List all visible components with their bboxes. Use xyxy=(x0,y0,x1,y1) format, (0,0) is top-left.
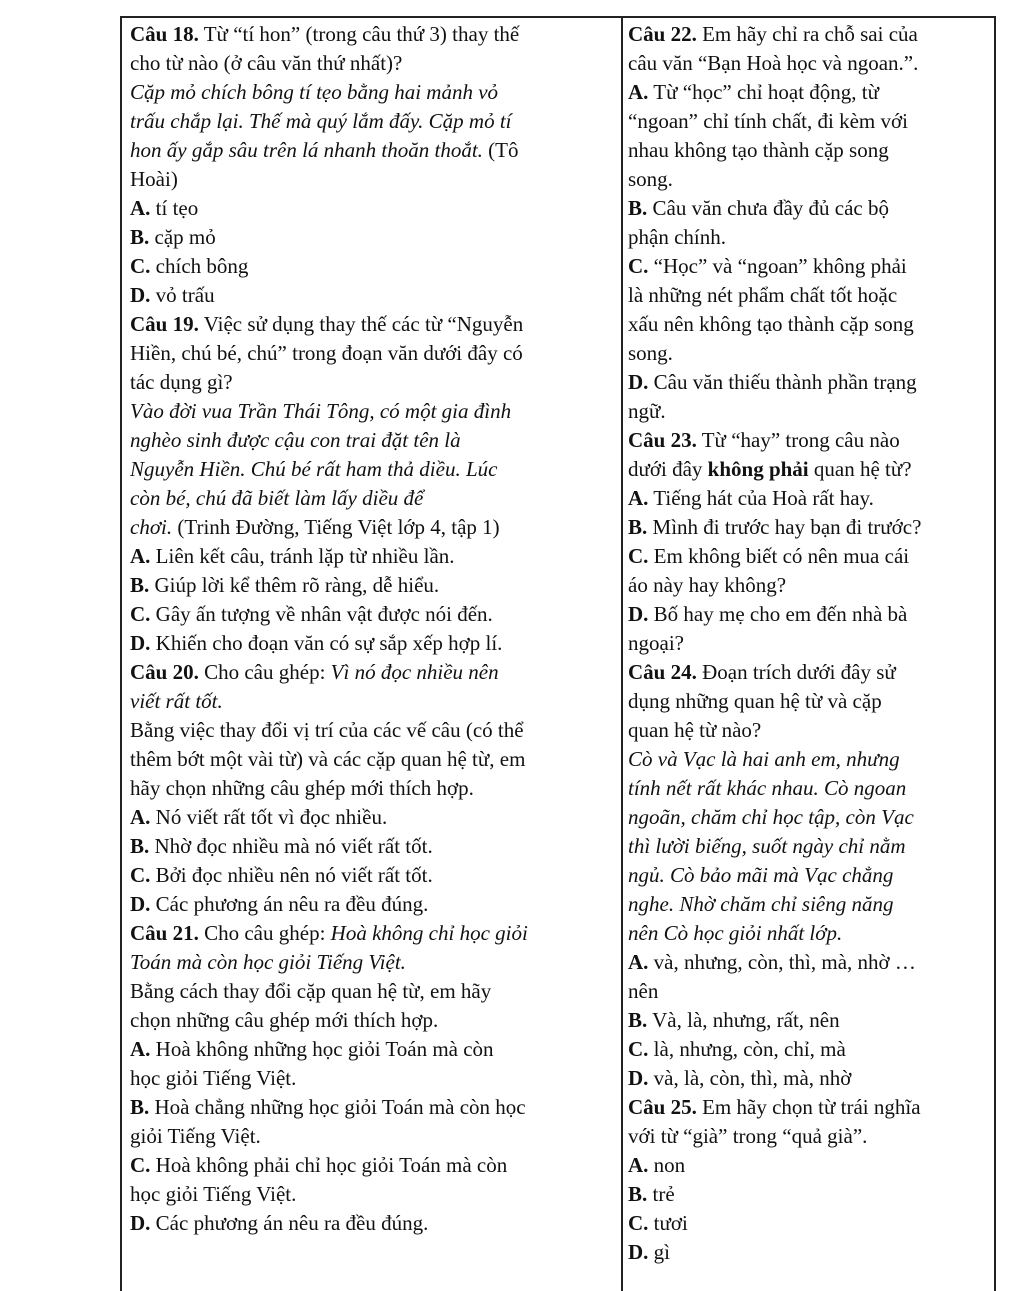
text-line xyxy=(130,629,614,658)
body-text: Bằng việc thay đổi vị trí của các vế câu (có thể xyxy=(130,718,524,742)
text-line xyxy=(628,571,992,600)
text-line xyxy=(130,223,614,252)
label-text: Câu 18. xyxy=(130,22,199,46)
text-line xyxy=(130,1209,614,1238)
italic-text: ngoãn, chăm chỉ học tập, còn Vạc xyxy=(628,805,914,829)
body-text: Khiến cho đoạn văn có sự sắp xếp hợp lí. xyxy=(150,631,503,655)
italic-text: tính nết rất khác nhau. Cò ngoan xyxy=(628,776,907,800)
text-line xyxy=(628,1064,992,1093)
text-line xyxy=(130,310,614,339)
body-text: câu văn “Bạn Hoà học và ngoan.”. xyxy=(628,51,919,75)
text-line xyxy=(130,165,614,194)
italic-text: viết rất tốt. xyxy=(130,689,223,713)
text-line xyxy=(130,832,614,861)
label-text: C. xyxy=(628,1211,649,1235)
text-line xyxy=(130,1180,614,1209)
italic-text: chơi. xyxy=(130,515,173,539)
text-line xyxy=(130,687,614,716)
text-line xyxy=(628,890,992,919)
body-text: non xyxy=(648,1153,686,1177)
text-line xyxy=(628,542,992,571)
body-text: Câu văn thiếu thành phần trạng xyxy=(648,370,917,394)
body-text: (Tô xyxy=(482,138,519,162)
body-text: tác dụng gì? xyxy=(130,370,233,394)
text-line xyxy=(628,832,992,861)
body-text: với từ “già” trong “quả già”. xyxy=(628,1124,868,1148)
label-text: C. xyxy=(130,1153,151,1177)
text-line xyxy=(628,194,992,223)
text-line xyxy=(628,368,992,397)
left-column xyxy=(130,20,614,1238)
body-text: học giỏi Tiếng Việt. xyxy=(130,1182,297,1206)
text-line xyxy=(628,426,992,455)
text-line xyxy=(130,571,614,600)
label-text: B. xyxy=(130,573,150,597)
label-text: Câu 23. xyxy=(628,428,697,452)
body-text: Hoà chẳng những học giỏi Toán mà còn học xyxy=(149,1095,526,1119)
body-text: song. xyxy=(628,341,673,365)
italic-text: hon ấy gắp sâu trên lá nhanh thoăn thoắt. xyxy=(130,138,483,162)
italic-text: nghèo sinh được cậu con trai đặt tên là xyxy=(130,428,461,452)
text-line xyxy=(130,426,614,455)
italic-text: nghe. Nhờ chăm chỉ siêng năng xyxy=(628,892,894,916)
label-text: D. xyxy=(130,892,151,916)
body-text: (Trinh Đường, Tiếng Việt lớp 4, tập 1) xyxy=(172,515,500,539)
label-text: C. xyxy=(628,544,649,568)
body-text: song. xyxy=(628,167,673,191)
text-line xyxy=(130,281,614,310)
label-text: D. xyxy=(628,1066,649,1090)
label-text: D. xyxy=(628,370,649,394)
label-text: B. xyxy=(628,196,648,220)
label-text: Câu 25. xyxy=(628,1095,697,1119)
text-line xyxy=(628,223,992,252)
label-text: C. xyxy=(628,254,649,278)
body-text: Cho câu ghép: xyxy=(198,660,331,684)
text-line xyxy=(628,513,992,542)
text-line xyxy=(628,107,992,136)
label-text: A. xyxy=(628,486,649,510)
text-line xyxy=(628,165,992,194)
text-line xyxy=(130,1151,614,1180)
text-line xyxy=(628,948,992,977)
body-text: ngữ. xyxy=(628,399,666,423)
label-text: Câu 24. xyxy=(628,660,697,684)
text-line xyxy=(628,919,992,948)
italic-text: trấu chắp lại. Thế mà quý lắm đấy. Cặp mỏ tí xyxy=(130,109,512,133)
body-text: Em không biết có nên mua cái xyxy=(648,544,910,568)
text-line xyxy=(628,977,992,1006)
label-text: A. xyxy=(130,544,151,568)
body-text: Hoài) xyxy=(130,167,178,191)
label-text: B. xyxy=(130,1095,150,1119)
body-text: và, là, còn, thì, mà, nhờ xyxy=(648,1066,852,1090)
text-line xyxy=(628,49,992,78)
body-text: là những nét phẩm chất tốt hoặc xyxy=(628,283,898,307)
body-text: giỏi Tiếng Việt. xyxy=(130,1124,261,1148)
body-text: chọn những câu ghép mới thích hợp. xyxy=(130,1008,439,1032)
label-text: D. xyxy=(130,283,151,307)
text-line xyxy=(628,455,992,484)
italic-text: nên Cò học giỏi nhất lớp. xyxy=(628,921,843,945)
body-text: “Học” và “ngoan” không phải xyxy=(648,254,907,278)
label-text: D. xyxy=(628,1240,649,1264)
body-text: là, nhưng, còn, chỉ, mà xyxy=(648,1037,846,1061)
body-text: Gây ấn tượng về nhân vật được nói đến. xyxy=(150,602,493,626)
italic-text: ngủ. Cò bảo mãi mà Vạc chẳng xyxy=(628,863,894,887)
body-text: Từ “học” chỉ hoạt động, từ xyxy=(648,80,879,104)
body-text: phận chính. xyxy=(628,225,726,249)
text-line xyxy=(628,803,992,832)
body-text: thêm bớt một vài từ) và các cặp quan hệ từ, em xyxy=(130,747,526,771)
body-text: Em hãy chỉ ra chỗ sai của xyxy=(696,22,918,46)
label-text: Câu 19. xyxy=(130,312,199,336)
text-line xyxy=(130,1006,614,1035)
body-text: Em hãy chọn từ trái nghĩa xyxy=(696,1095,921,1119)
column-divider xyxy=(621,16,623,1291)
label-text: D. xyxy=(130,631,151,655)
body-text: Bằng cách thay đổi cặp quan hệ từ, em hãy xyxy=(130,979,492,1003)
text-line xyxy=(628,1238,992,1267)
text-line xyxy=(628,136,992,165)
label-text: D. xyxy=(628,602,649,626)
text-line xyxy=(130,716,614,745)
text-line xyxy=(130,513,614,542)
body-text: Bố hay mẹ cho em đến nhà bà xyxy=(648,602,908,626)
label-text: A. xyxy=(628,1153,649,1177)
text-line xyxy=(130,136,614,165)
italic-text: Nguyễn Hiền. Chú bé rất ham thả diều. Lúc xyxy=(130,457,498,481)
text-line xyxy=(130,107,614,136)
body-text: quan hệ từ nào? xyxy=(628,718,762,742)
text-line xyxy=(628,1151,992,1180)
text-line xyxy=(130,20,614,49)
body-text: và, nhưng, còn, thì, mà, nhờ … xyxy=(648,950,916,974)
body-text: “ngoan” chỉ tính chất, đi kèm với xyxy=(628,109,908,133)
body-text: Hiền, chú bé, chú” trong đoạn văn dưới đây có xyxy=(130,341,523,365)
emphasis-text: không phải xyxy=(707,457,809,481)
label-text: A. xyxy=(628,950,649,974)
italic-text: Vào đời vua Trần Thái Tông, có một gia đình xyxy=(130,399,512,423)
body-text: Hoà không phải chỉ học giỏi Toán mà còn xyxy=(150,1153,508,1177)
body-text: Đoạn trích dưới đây sử xyxy=(696,660,896,684)
body-text: cho từ nào (ở câu văn thứ nhất)? xyxy=(130,51,403,75)
body-text: ngoại? xyxy=(628,631,684,655)
body-text: học giỏi Tiếng Việt. xyxy=(130,1066,297,1090)
text-line xyxy=(628,600,992,629)
text-line xyxy=(628,745,992,774)
italic-text: thì lười biếng, suốt ngày chỉ nằm xyxy=(628,834,906,858)
body-text: Các phương án nêu ra đều đúng. xyxy=(150,892,429,916)
body-text: Giúp lời kể thêm rõ ràng, dễ hiểu. xyxy=(149,573,440,597)
body-text: vỏ trấu xyxy=(150,283,215,307)
text-line xyxy=(628,1180,992,1209)
italic-text: Toán mà còn học giỏi Tiếng Việt. xyxy=(130,950,406,974)
label-text: C. xyxy=(628,1037,649,1061)
label-text: A. xyxy=(130,805,151,829)
body-text: Các phương án nêu ra đều đúng. xyxy=(150,1211,429,1235)
label-text: B. xyxy=(130,225,150,249)
body-text: xấu nên không tạo thành cặp song xyxy=(628,312,914,336)
text-line xyxy=(130,1122,614,1151)
text-line xyxy=(628,774,992,803)
text-line xyxy=(130,455,614,484)
body-text: Cho câu ghép: xyxy=(198,921,331,945)
body-text: Bởi đọc nhiều nên nó viết rất tốt. xyxy=(150,863,433,887)
italic-text: Cò và Vạc là hai anh em, nhưng xyxy=(628,747,900,771)
text-line xyxy=(628,281,992,310)
text-line xyxy=(130,774,614,803)
text-line xyxy=(130,252,614,281)
label-text: Câu 21. xyxy=(130,921,199,945)
text-line xyxy=(130,78,614,107)
text-line xyxy=(130,658,614,687)
body-text: Việc sử dụng thay thế các từ “Nguyễn xyxy=(198,312,524,336)
text-line xyxy=(628,78,992,107)
text-line xyxy=(628,397,992,426)
text-line xyxy=(628,658,992,687)
label-text: A. xyxy=(130,196,151,220)
label-text: B. xyxy=(130,834,150,858)
text-line xyxy=(628,629,992,658)
body-text: nên xyxy=(628,979,659,1003)
text-line xyxy=(130,542,614,571)
text-line xyxy=(130,600,614,629)
body-text: Câu văn chưa đầy đủ các bộ xyxy=(647,196,889,220)
text-line xyxy=(130,1064,614,1093)
label-text: C. xyxy=(130,602,151,626)
text-line xyxy=(130,194,614,223)
body-text: Từ “tí hon” (trong câu thứ 3) thay thế xyxy=(198,22,520,46)
text-line xyxy=(130,339,614,368)
label-text: D. xyxy=(130,1211,151,1235)
body-text: Nhờ đọc nhiều mà nó viết rất tốt. xyxy=(149,834,433,858)
text-line xyxy=(130,49,614,78)
label-text: A. xyxy=(130,1037,151,1061)
text-line xyxy=(130,948,614,977)
label-text: B. xyxy=(628,1182,648,1206)
text-line xyxy=(628,716,992,745)
body-text: Liên kết câu, tránh lặp từ nhiều lần. xyxy=(150,544,455,568)
label-text: B. xyxy=(628,1008,648,1032)
body-text: Tiếng hát của Hoà rất hay. xyxy=(648,486,874,510)
body-text: dưới đây xyxy=(628,457,708,481)
text-line xyxy=(628,252,992,281)
body-text: Hoà không những học giỏi Toán mà còn xyxy=(150,1037,494,1061)
italic-text: Hoà không chỉ học giỏi xyxy=(330,921,528,945)
body-text: trẻ xyxy=(647,1182,675,1206)
text-line xyxy=(130,977,614,1006)
body-text: Nó viết rất tốt vì đọc nhiều. xyxy=(150,805,388,829)
text-line xyxy=(130,397,614,426)
text-line xyxy=(130,745,614,774)
right-column xyxy=(628,20,992,1267)
body-text: hãy chọn những câu ghép mới thích hợp. xyxy=(130,776,474,800)
body-text: gì xyxy=(648,1240,671,1264)
body-text: áo này hay không? xyxy=(628,573,787,597)
text-line xyxy=(130,368,614,397)
italic-text: Vì nó đọc nhiều nên xyxy=(330,660,499,684)
italic-text: còn bé, chú đã biết làm lấy diều để xyxy=(130,486,424,510)
text-line xyxy=(130,1035,614,1064)
text-line xyxy=(628,20,992,49)
body-text: Và, là, nhưng, rất, nên xyxy=(647,1008,840,1032)
text-line xyxy=(628,1122,992,1151)
body-text: tươi xyxy=(648,1211,688,1235)
text-line xyxy=(628,861,992,890)
text-line xyxy=(628,484,992,513)
label-text: Câu 20. xyxy=(130,660,199,684)
body-text: Mình đi trước hay bạn đi trước? xyxy=(647,515,922,539)
label-text: A. xyxy=(628,80,649,104)
text-line xyxy=(628,1093,992,1122)
text-line xyxy=(130,861,614,890)
text-line xyxy=(130,1093,614,1122)
text-line xyxy=(130,919,614,948)
label-text: C. xyxy=(130,863,151,887)
body-text: cặp mỏ xyxy=(149,225,216,249)
label-text: B. xyxy=(628,515,648,539)
text-line xyxy=(628,687,992,716)
text-line xyxy=(130,890,614,919)
text-line xyxy=(628,310,992,339)
body-text: tí tẹo xyxy=(150,196,199,220)
italic-text: Cặp mỏ chích bông tí tẹo bằng hai mảnh vỏ xyxy=(130,80,499,104)
body-text: dụng những quan hệ từ và cặp xyxy=(628,689,882,713)
body-text: nhau không tạo thành cặp song xyxy=(628,138,889,162)
text-line xyxy=(130,803,614,832)
text-line xyxy=(628,1006,992,1035)
text-line xyxy=(628,1035,992,1064)
text-line xyxy=(628,1209,992,1238)
body-text: quan hệ từ? xyxy=(808,457,912,481)
label-text: C. xyxy=(130,254,151,278)
text-line xyxy=(628,339,992,368)
label-text: Câu 22. xyxy=(628,22,697,46)
body-text: Từ “hay” trong câu nào xyxy=(696,428,900,452)
body-text: chích bông xyxy=(150,254,249,278)
text-line xyxy=(130,484,614,513)
